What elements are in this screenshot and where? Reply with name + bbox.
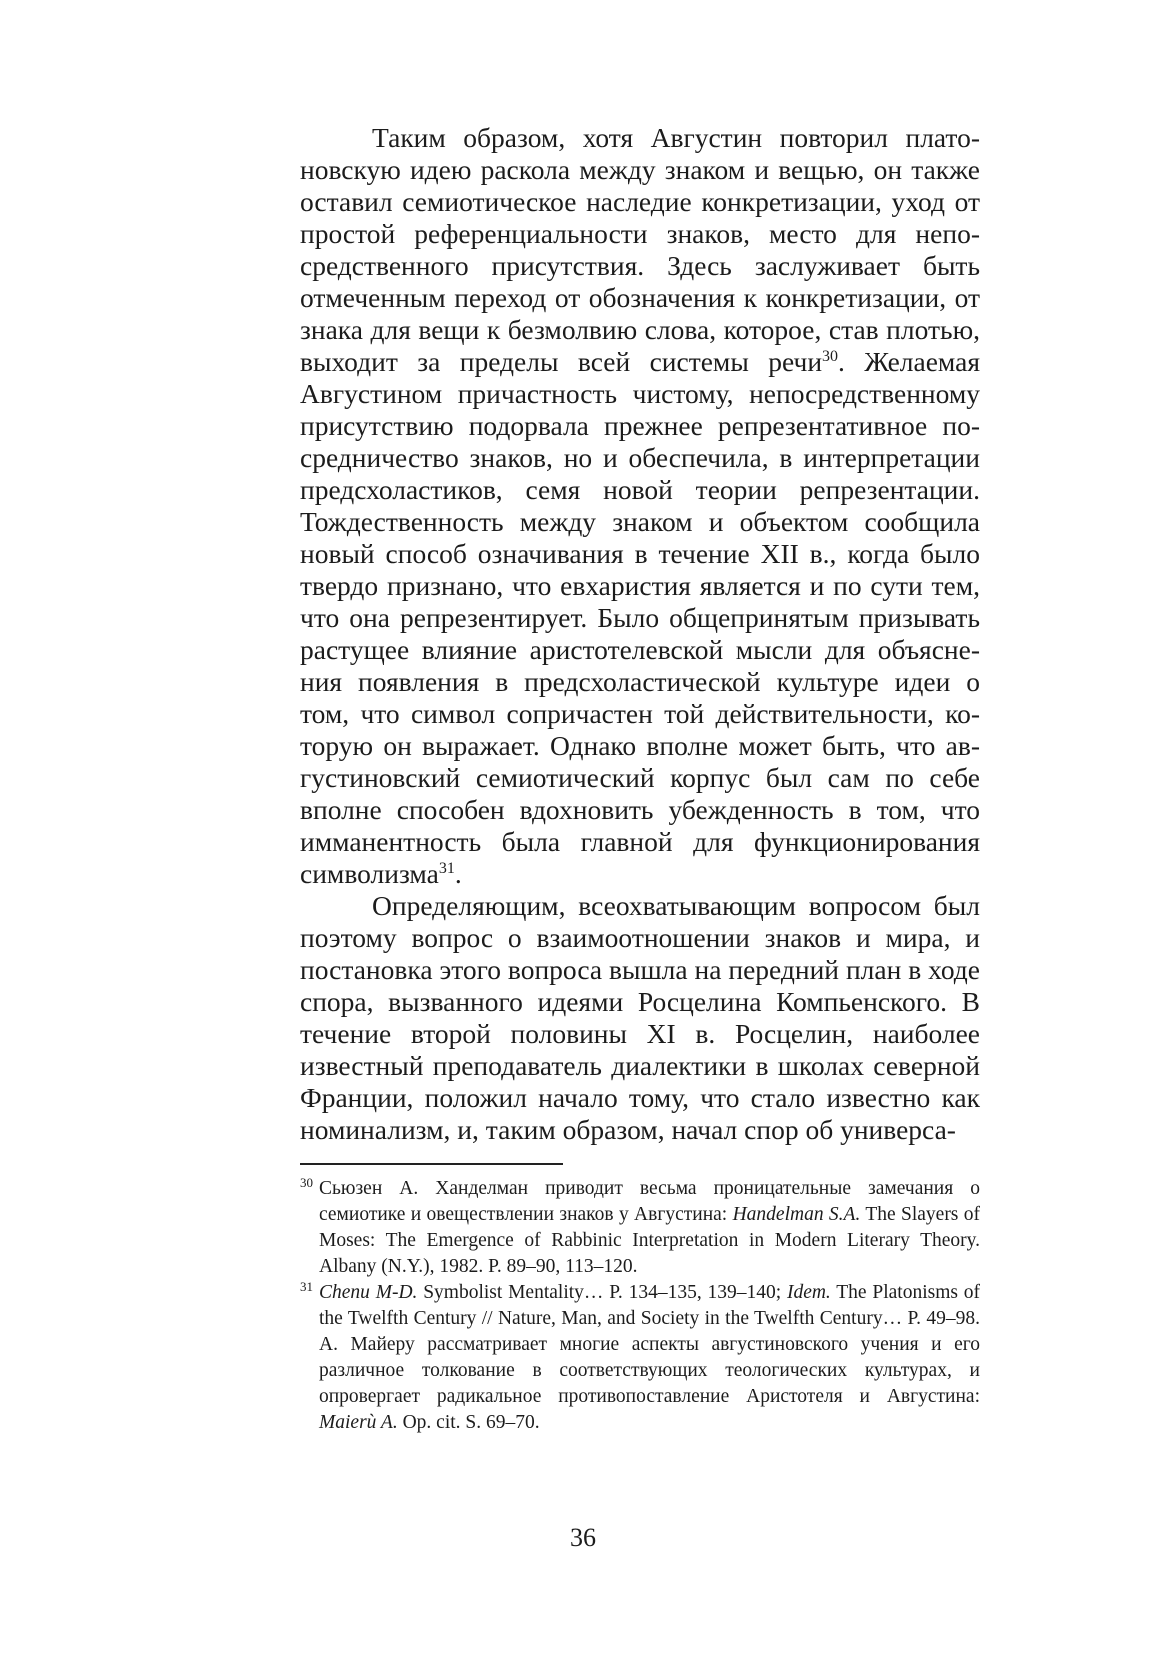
paragraph-1-text-b: . Желаемая Августином причастность чистому, непосредственному присутствию подорвала прежнее репрезентативное посредничество знаков, но и обеспечила, в интерпретации предсхоластиков, семя новой теории репрезентации. Тождественность между знаком и объектом сообщила новый способ означивания в течение XII в., когда было твердо признано, что евхаристия является и по сути тем, что она репрезентирует. Было общепринятым призывать растущее влияние аристотелевской мысли для объяснения появления в предсхоластической культуре идеи о том, что символ сопричастен той действительности, которую он выражает. Однако вполне может быть, что августиновский семиотический корпус был сам по себе вполне способен вдохновить убежденность в том, что имманентность была главной для функционирования символизма xyxy=(300,346,980,889)
footnote-31-author-3: Maierù A. xyxy=(319,1412,398,1433)
footnote-31-text-3: Op. cit. S. 69–70. xyxy=(397,1412,540,1433)
footnote-30-author: Handelman S.A. xyxy=(732,1204,861,1225)
footnote-31-text-1: Symbolist Mentality… P. 134–135, 139–140; xyxy=(417,1282,787,1303)
footnote-30 xyxy=(300,1176,980,1280)
footnote-ref-31: 31 xyxy=(438,859,455,877)
paragraph-2: Определяющим, всеохватывающим вопросом был поэтому вопрос о взаимоотношении знаков и мира, и постановка этого вопроса вышла на передний план в ходе спора, вызванного идеями Росцелина Компьенского. В течение второй половины XI в. Росцелин, наиболее известный преподаватель диалектики в школах северной Франции, положил начало тому, что стало известно как номинализм, и, таким образом, начал спор об универса- xyxy=(300,890,980,1145)
paragraph-1 xyxy=(300,122,980,890)
footnote-31 xyxy=(300,1280,980,1436)
footnote-separator xyxy=(300,1163,563,1165)
footnote-30-citation: The Slayers of Moses: The Emergence of Rabbinic Interpretation in Modern Literary Theory. Albany (N.Y.), 1982. P. 89–90, 113–120. xyxy=(319,1204,980,1277)
footnotes xyxy=(300,1176,980,1436)
footnote-30-text: Сьюзен А. Ханделман приводит весьма проницательные замечания о семиотике и овеществлении знаков у Августина: xyxy=(319,1178,980,1225)
paragraph-1-text-a: Таким образом, хотя Августин повторил платоновскую идею раскола между знаком и вещью, он также оставил семиотическое наследие конкретизации, уход от простой референциальности знаков, место для непосредственного присутствия. Здесь заслуживает быть отмеченным переход от обозначения к конкретизации, от знака для вещи к безмолвию слова, которое, став плотью, выходит за пределы всей системы речи xyxy=(300,122,980,377)
footnote-31-author-1: Chenu M-D. xyxy=(319,1282,418,1303)
footnote-30-number: 30 xyxy=(300,1175,313,1190)
footnote-ref-30: 30 xyxy=(822,347,839,365)
main-text xyxy=(300,122,980,1146)
page-number: 36 xyxy=(570,1523,596,1552)
footnote-31-number: 31 xyxy=(300,1279,313,1294)
footnote-31-author-2: Idem. xyxy=(786,1282,831,1303)
paragraph-1-end: . xyxy=(454,858,462,889)
footnote-31-text-2: The Platonisms of the Twelfth Century // Nature, Man, and Society in the Twelfth Century… P. 49–98. А. Майеру рассматривает многие аспекты августиновского учения и его различное толкование в соответствующих теологических культурах, и опровергает радикальное противопоставление Аристотеля и Августина: xyxy=(319,1282,980,1407)
